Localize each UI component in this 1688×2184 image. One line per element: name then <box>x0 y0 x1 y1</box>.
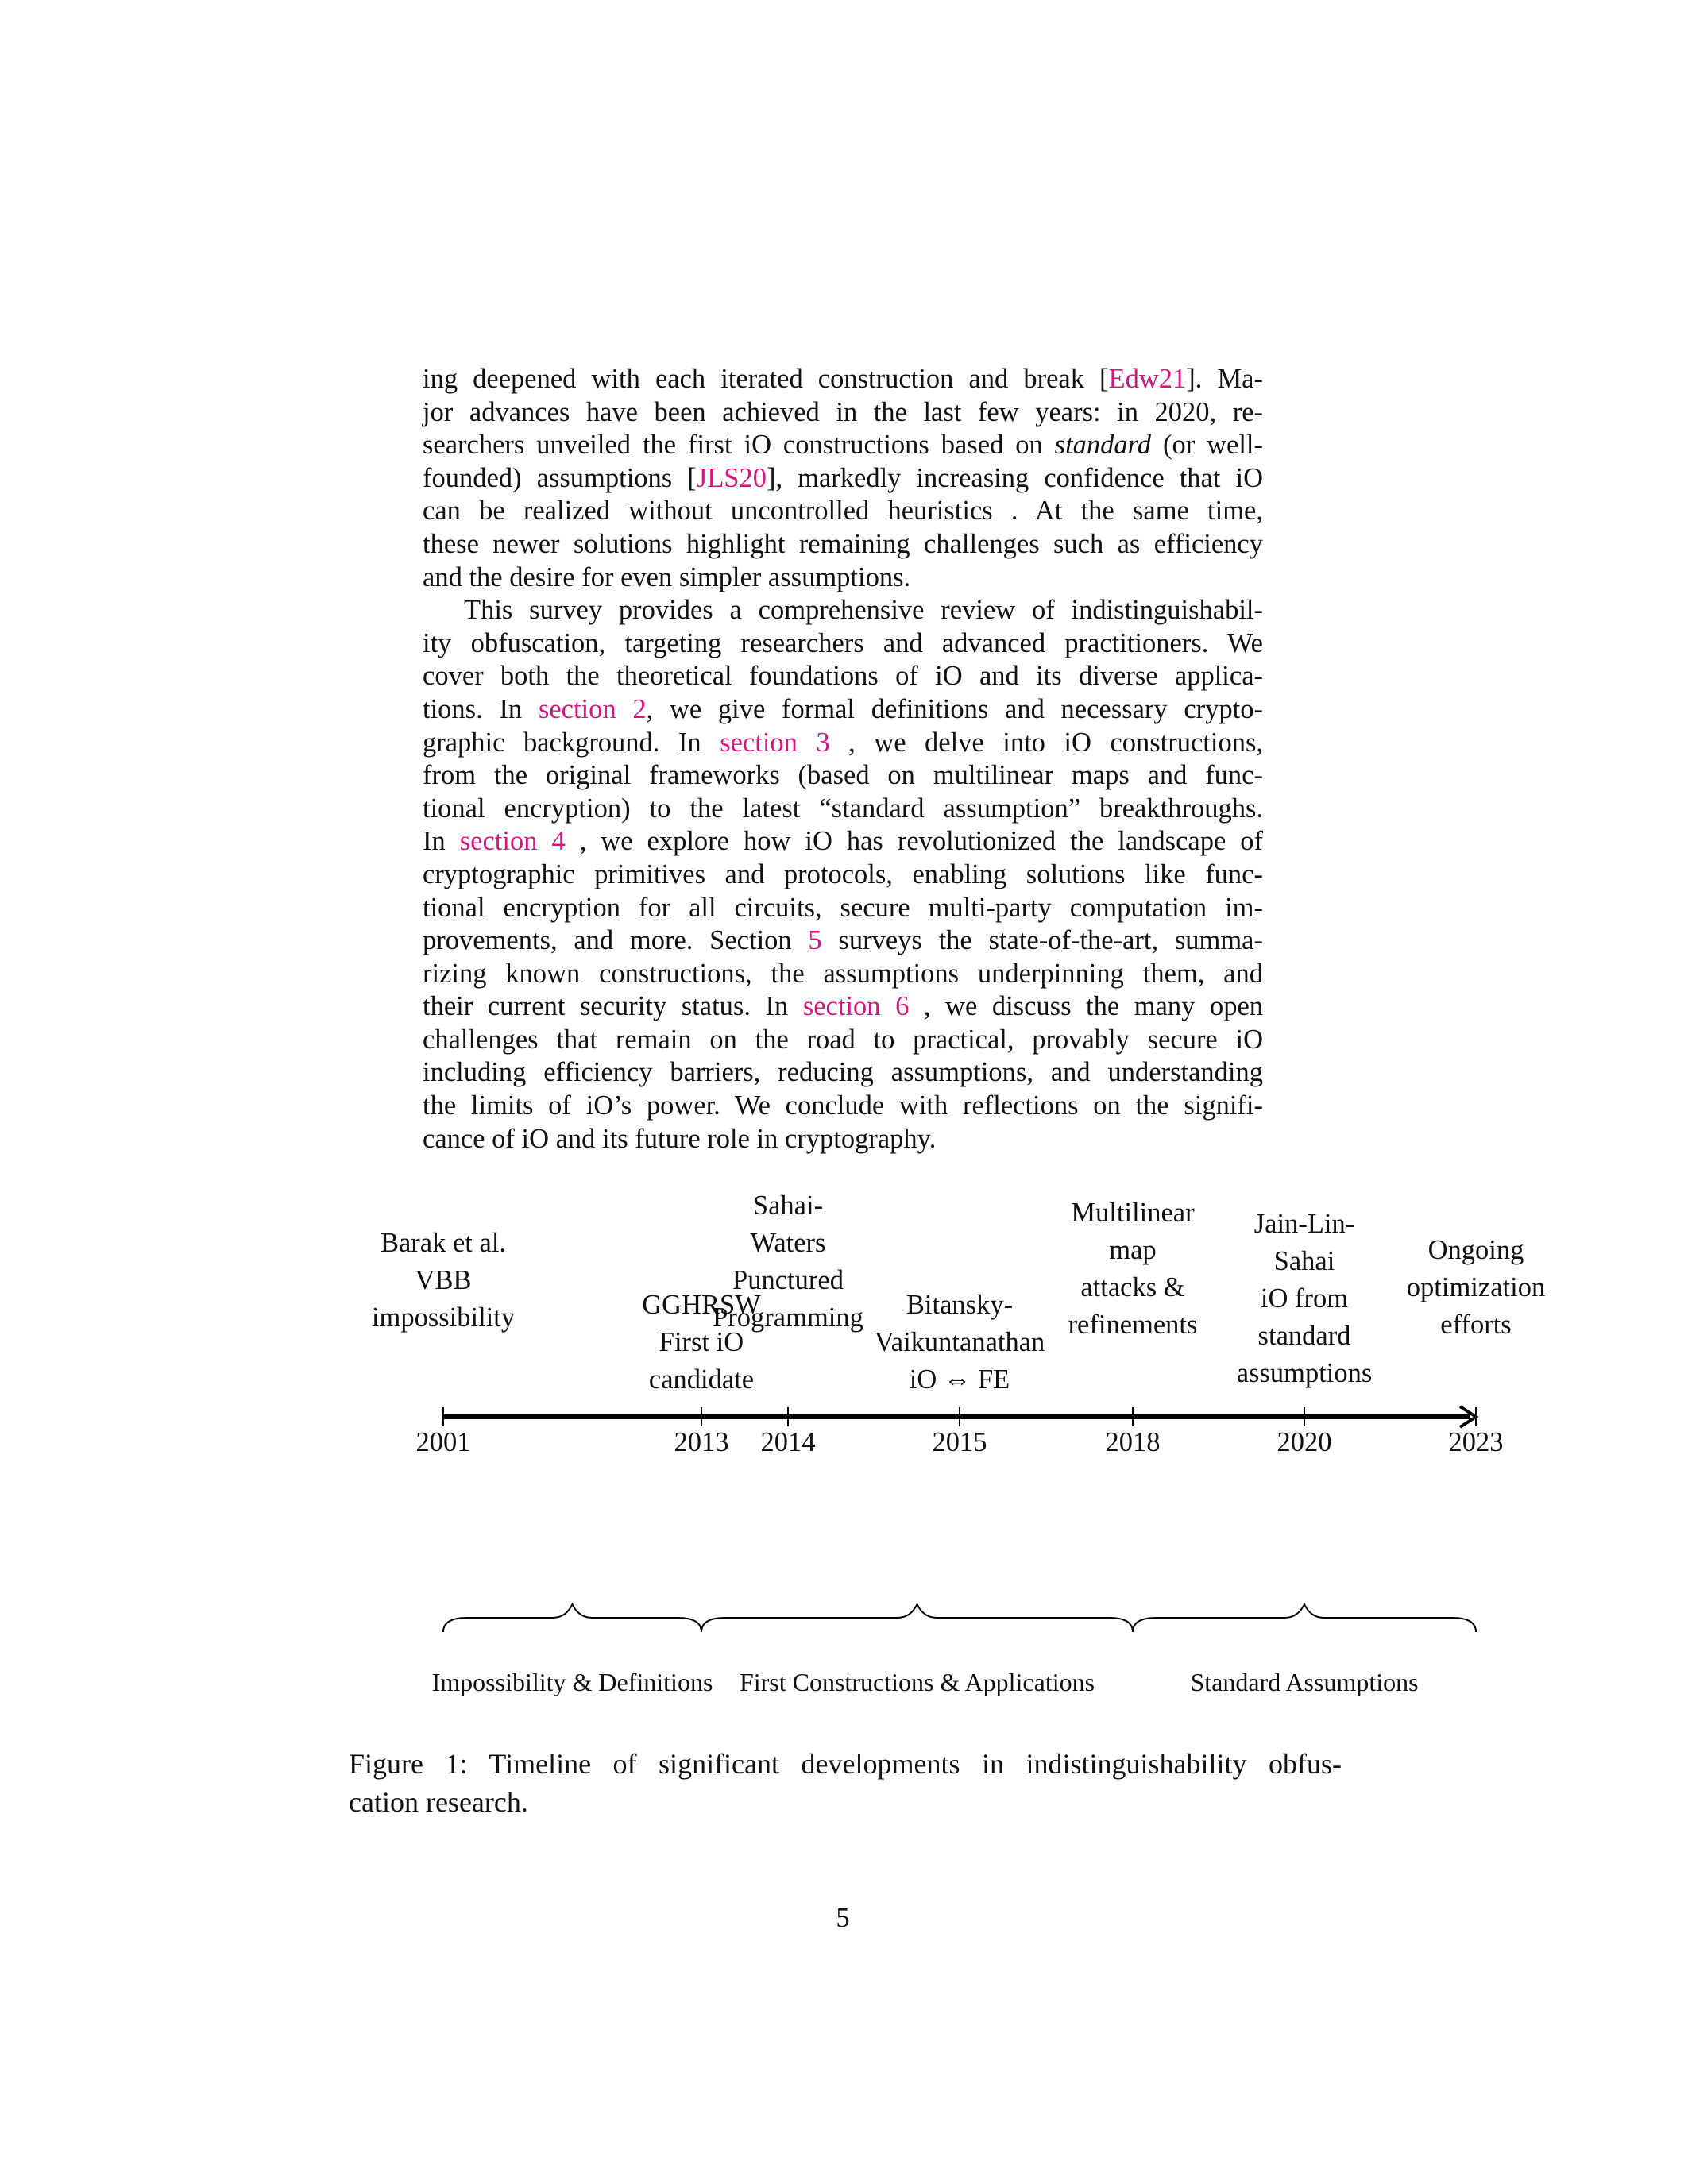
event-label-line: candidate <box>648 1364 755 1395</box>
event-label-line: optimization <box>1406 1272 1546 1302</box>
text-segment: these newer solutions highlight remaining challenges such as efficiency <box>423 528 1263 559</box>
text-segment: can be realized without uncontrolled heuristics . At the same time, <box>423 496 1263 527</box>
event-label-line: Barak et al. <box>380 1228 507 1258</box>
text-segment: tional encryption) to the latest “standard assumption” breakthroughs. <box>423 793 1263 824</box>
text-segment: , we delve into iO constructions, <box>829 727 1263 758</box>
event-label-line: VBB <box>415 1265 472 1295</box>
text-segment: tions. In <box>423 693 539 724</box>
reference-link[interactable]: 5 <box>808 925 822 956</box>
text-segment: , we give formal definitions and necessary crypto- <box>646 693 1263 724</box>
year-label: 2023 <box>1448 1427 1504 1457</box>
event-label <box>372 1225 515 1337</box>
text-segment: graphic background. In <box>423 727 720 758</box>
text-segment: challenges that remain on the road to practical, provably secure iO <box>423 1024 1263 1055</box>
reference-link[interactable]: section 4 <box>459 826 566 857</box>
text-segment: surveys the state-of-the-art, summa- <box>821 925 1263 956</box>
text-segment: , we discuss the many open <box>909 991 1264 1022</box>
caption-line-1: Figure 1: Timeline of significant developments in indistinguishability obfus- <box>349 1748 1342 1780</box>
phase-brace <box>701 1604 1133 1632</box>
text-segment: (or well- <box>1151 430 1263 461</box>
phase-label: Impossibility & Definitions <box>431 1668 713 1696</box>
text-segment: cover both the theoretical foundations of iO and its diverse applica- <box>423 661 1263 692</box>
text-segment: founded) assumptions [ <box>423 462 697 493</box>
event-label-line: refinements <box>1068 1310 1198 1340</box>
text-segment: provements, and more. Section <box>423 925 809 956</box>
event-label-line: map <box>1109 1235 1157 1265</box>
event-label-line: Waters <box>750 1228 826 1258</box>
event-label <box>713 1187 863 1337</box>
text-segment: tional encryption for all circuits, secure multi-party computation im- <box>423 892 1263 923</box>
event-label-line: efforts <box>1440 1310 1512 1340</box>
phase-label: Standard Assumptions <box>1190 1668 1419 1696</box>
event-label-line: Programming <box>713 1302 863 1333</box>
text-segment: rizing known constructions, the assumptions underpinning them, and <box>423 958 1263 989</box>
event-label-line: iO ⇔ FE <box>909 1364 1010 1395</box>
page-number: 5 <box>836 1903 850 1933</box>
event-label-line: attacks & <box>1080 1272 1185 1302</box>
year-label: 2014 <box>760 1427 816 1457</box>
text-segment: searchers unveiled the first iO constructions based on <box>423 430 1055 461</box>
year-label: 2015 <box>932 1427 987 1457</box>
text-segment: ing deepened with each iterated construction and break [ <box>423 364 1109 394</box>
text-segment: their current security status. In <box>423 991 803 1022</box>
event-label <box>1407 1232 1545 1344</box>
event-label <box>875 1287 1045 1399</box>
event-label-line: Punctured <box>732 1265 844 1295</box>
text-segment: This survey provides a comprehensive review of indistinguishabil- <box>464 595 1263 626</box>
text-segment: ity obfuscation, targeting researchers and advanced practitioners. We <box>423 627 1263 658</box>
text-segment: including efficiency barriers, reducing assumptions, and understanding <box>423 1057 1263 1088</box>
text-segment: standard <box>1054 430 1152 461</box>
event-label-line: standard <box>1257 1321 1351 1351</box>
text-segment: , we explore how iO has revolutionized the landscape of <box>565 826 1263 857</box>
event-label-line: Vaikuntanathan <box>874 1327 1045 1357</box>
event-label-line: Multilinear <box>1071 1198 1195 1228</box>
text-segment: ], markedly increasing confidence that iO <box>766 462 1263 493</box>
phase-brace <box>443 1604 701 1632</box>
year-label: 2001 <box>415 1427 471 1457</box>
event-label-line: Ongoing <box>1427 1235 1524 1265</box>
year-label: 2020 <box>1277 1427 1332 1457</box>
reference-link[interactable]: JLS20 <box>696 462 767 493</box>
text-segment: ]. Ma- <box>1186 364 1263 394</box>
event-label-line: First iO <box>659 1327 744 1357</box>
event-label-line: Sahai <box>1273 1246 1335 1276</box>
year-label: 2018 <box>1105 1427 1161 1457</box>
event-label-line: Sahai- <box>752 1190 824 1221</box>
phase-brace <box>1133 1604 1476 1632</box>
event-label-line: Bitansky- <box>906 1290 1014 1320</box>
reference-link[interactable]: Edw21 <box>1108 364 1187 394</box>
event-label-line: impossibility <box>371 1302 516 1333</box>
text-segment: from the original frameworks (based on multilinear maps and func- <box>423 760 1263 791</box>
phase-label: First Constructions & Applications <box>739 1668 1095 1696</box>
text-segment: jor advances have been achieved in the last few years: in 2020, re- <box>423 396 1263 427</box>
text-segment: and the desire for even simpler assumptions. <box>423 561 911 592</box>
figure-caption <box>349 1745 1342 1821</box>
reference-link[interactable]: section 3 <box>720 727 830 758</box>
year-label: 2013 <box>674 1427 729 1457</box>
text-segment: cryptographic primitives and protocols, enabling solutions like func- <box>423 859 1263 889</box>
text-segment: In <box>423 826 460 857</box>
caption-line-2: cation research. <box>349 1786 528 1818</box>
text-segment: cance of iO and its future role in cryptography. <box>423 1123 937 1154</box>
event-label <box>1237 1206 1373 1392</box>
event-label-line: GGHRSW <box>642 1290 761 1320</box>
reference-link[interactable]: section 6 <box>802 991 910 1022</box>
event-label <box>1068 1194 1198 1344</box>
event-label-line: Jain-Lin- <box>1253 1209 1355 1239</box>
text-segment: the limits of iO’s power. We conclude with reflections on the signifi- <box>423 1090 1263 1121</box>
event-label-line: iO from <box>1260 1283 1349 1314</box>
event-label-line: assumptions <box>1236 1358 1373 1388</box>
reference-link[interactable]: section 2 <box>538 693 647 724</box>
